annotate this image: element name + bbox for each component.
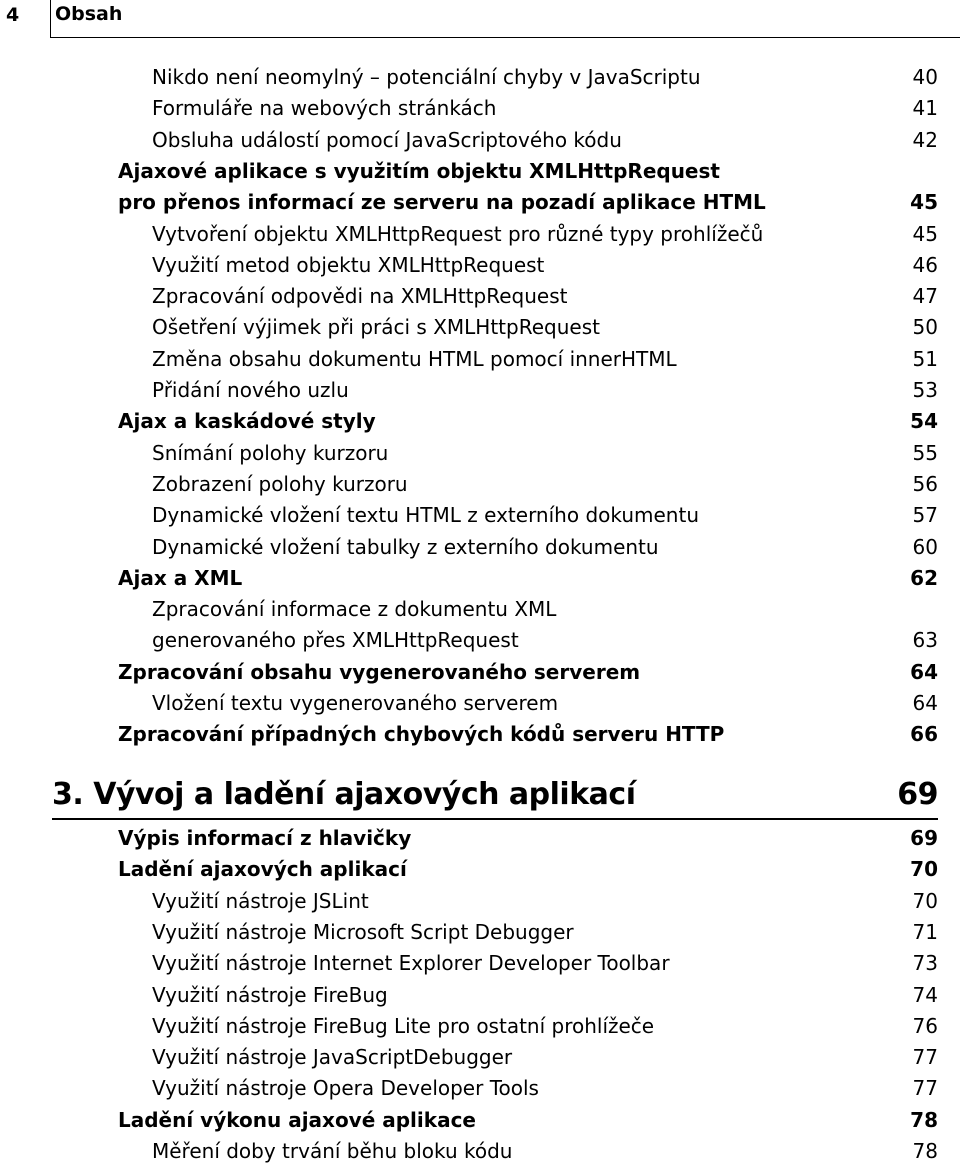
toc-entry-title: Ajaxové aplikace s využitím objektu XMLHttpRequest <box>118 158 720 183</box>
toc-subsection-entry <box>152 440 938 466</box>
toc-entry-page: 62 <box>910 565 938 590</box>
toc-entry-title: generovaného přes XMLHttpRequest <box>152 628 519 653</box>
toc-entry-page: 55 <box>912 440 938 465</box>
toc-subsection-entry <box>152 1044 938 1070</box>
toc-entry-page: 47 <box>912 284 938 309</box>
toc-entry-title: Zpracování informace z dokumentu XML <box>152 597 557 622</box>
toc-entry-page: 74 <box>912 982 938 1007</box>
toc-entry-title: Zpracování případných chybových kódů serveru HTTP <box>118 722 725 747</box>
toc-entry-title: Snímání polohy kurzoru <box>152 440 389 465</box>
toc-subsection-entry <box>152 1138 938 1164</box>
toc-entry-title: Vložení textu vygenerovaného serverem <box>152 691 559 715</box>
toc-subsection-entry <box>152 252 938 278</box>
toc-entry-page: 69 <box>910 826 938 850</box>
header-divider-horizontal <box>50 37 960 38</box>
toc-section-entry <box>118 721 938 747</box>
toc-entry-page: 45 <box>910 190 938 215</box>
toc-subsection-entry <box>152 1013 938 1039</box>
toc-entry-page: 77 <box>912 1076 938 1101</box>
toc-entry-page: 70 <box>912 888 938 913</box>
toc-entry-title: Dynamické vložení textu HTML z externího dokumentu <box>152 503 699 528</box>
toc-entry-title: Přidání nového uzlu <box>152 378 349 402</box>
toc-entry-title: Nikdo není neomylný – potenciální chyby v JavaScriptu <box>152 65 701 89</box>
toc-entry-title: Ajax a XML <box>118 565 243 590</box>
toc-subsection-entry <box>152 888 938 914</box>
toc-entry-title: Dynamické vložení tabulky z externího dokumentu <box>152 534 659 559</box>
toc-entry-title: pro přenos informací ze serveru na pozadí aplikace HTML <box>118 190 766 215</box>
toc-subsection-entry <box>152 596 938 622</box>
toc-section-entry <box>118 1107 938 1133</box>
toc-entry-title: Vytvoření objektu XMLHttpRequest pro různé typy prohlížečů <box>152 221 764 246</box>
toc-entry-page: 54 <box>910 409 938 434</box>
toc-entry-title: Formuláře na webových stránkách <box>152 96 497 121</box>
toc-entry-page: 76 <box>912 1013 938 1038</box>
toc-subsection-entry <box>152 283 938 309</box>
toc-entry-page: 57 <box>912 503 938 528</box>
toc-entry-title: Změna obsahu dokumentu HTML pomocí innerHTML <box>152 346 677 371</box>
toc-entry-page: 73 <box>912 951 938 976</box>
toc-section-entry <box>118 856 938 882</box>
toc-entry-page: 70 <box>910 857 938 882</box>
toc-subsection-entry <box>152 690 938 716</box>
toc-entry-page: 64 <box>910 659 938 684</box>
toc-subsection-entry <box>152 346 938 372</box>
toc-entry-page: 51 <box>912 346 938 371</box>
toc-entry-page: 40 <box>912 65 938 89</box>
toc-entry-title: Využití nástroje Internet Explorer Developer Toolbar <box>152 951 670 976</box>
toc-subsection-entry <box>152 982 938 1008</box>
toc-entry-title: Ladění ajaxových aplikací <box>118 857 407 882</box>
toc-section-entry <box>118 408 938 434</box>
toc-entry-title: Měření doby trvání běhu bloku kódu <box>152 1139 513 1163</box>
toc-entry-title: Využití nástroje FireBug <box>152 982 388 1007</box>
toc-section-entry <box>118 565 938 591</box>
toc-entry-page: 45 <box>912 221 938 246</box>
toc-entry-title: Využití nástroje Microsoft Script Debugger <box>152 919 574 944</box>
toc-subsection-entry <box>152 127 938 153</box>
toc-section-entry <box>118 825 938 851</box>
toc-subsection-entry <box>152 471 938 497</box>
toc-entry-page: 63 <box>912 628 938 653</box>
toc-entry-title: Obsluha událostí pomocí JavaScriptového kódu <box>152 127 622 152</box>
page-header <box>0 0 960 38</box>
toc-entry-title: Zpracování obsahu vygenerovaného serverem <box>118 659 641 684</box>
toc-entry-title: Ošetření výjimek při práci s XMLHttpRequest <box>152 315 600 340</box>
toc-subsection-entry <box>152 314 938 340</box>
toc-section-entry <box>118 189 938 215</box>
page-number: 4 <box>6 4 20 26</box>
toc-entry-title: Využití nástroje FireBug Lite pro ostatní prohlížeče <box>152 1013 655 1038</box>
toc-entry-page: 46 <box>912 252 938 277</box>
toc-entry-title: Zpracování odpovědi na XMLHttpRequest <box>152 284 568 309</box>
toc-subsection-entry <box>152 1075 938 1101</box>
header-divider-vertical <box>50 0 51 38</box>
chapter-page: 69 <box>897 777 938 812</box>
toc-entry-page: 56 <box>912 471 938 496</box>
toc-entry-page: 66 <box>910 722 938 747</box>
toc-entry-page: 53 <box>912 378 938 402</box>
chapter-underline <box>52 818 938 820</box>
toc-entry-title: Využití nástroje Opera Developer Tools <box>152 1076 539 1101</box>
toc-subsection-entry <box>152 502 938 528</box>
toc-subsection-entry <box>152 221 938 247</box>
toc-subsection-entry <box>152 919 938 945</box>
toc-entry-title: Zobrazení polohy kurzoru <box>152 471 408 496</box>
chapter-title: 3. Vývoj a ladění ajaxových aplikací <box>52 777 636 812</box>
toc-subsection-entry <box>152 95 938 121</box>
toc-entry-page: 78 <box>912 1139 938 1163</box>
toc-entry-title: Ladění výkonu ajaxové aplikace <box>118 1107 476 1132</box>
toc-entry-page: 41 <box>912 96 938 121</box>
toc-subsection-entry <box>152 950 938 976</box>
toc-entry-title: Využití metod objektu XMLHttpRequest <box>152 252 545 277</box>
toc-entry-page: 42 <box>912 127 938 152</box>
toc-entry-page: 64 <box>912 691 938 715</box>
toc-entry-title: Výpis informací z hlavičky <box>118 826 412 850</box>
toc-subsection-entry <box>152 534 938 560</box>
toc-entry-page: 78 <box>910 1107 938 1132</box>
toc-subsection-entry <box>152 64 938 90</box>
toc-entry-page: 71 <box>912 919 938 944</box>
toc-subsection-entry <box>152 627 938 653</box>
toc-entry-page: 50 <box>912 315 938 340</box>
toc-entry-page: 60 <box>912 534 938 559</box>
toc-section-entry <box>118 158 938 184</box>
toc-subsection-entry <box>152 377 938 403</box>
chapter-heading <box>52 776 938 816</box>
toc-entry-title: Využití nástroje JSLint <box>152 888 369 913</box>
toc-entry-title: Využití nástroje JavaScriptDebugger <box>152 1045 513 1070</box>
running-head-title: Obsah <box>55 3 123 25</box>
toc-entry-page: 77 <box>912 1045 938 1070</box>
toc-section-entry <box>118 659 938 685</box>
toc-entry-title: Ajax a kaskádové styly <box>118 409 376 434</box>
